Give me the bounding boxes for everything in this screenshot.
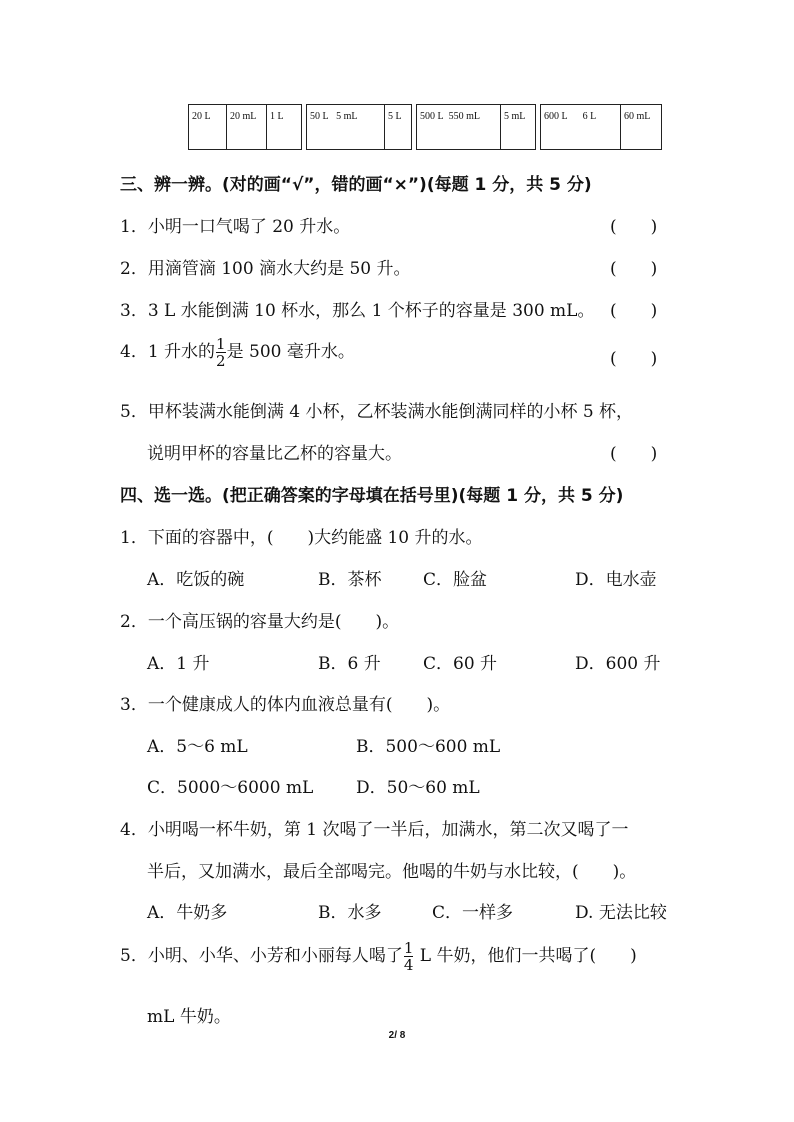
- table-cell: [541, 105, 621, 149]
- table-cell-text: 50 L: [310, 111, 329, 122]
- answer-blank[interactable]: ( ): [610, 301, 658, 321]
- table-cell-text: 6 L: [582, 111, 597, 122]
- option-b: B．茶杯: [318, 570, 382, 590]
- table-cell: 20 L: [189, 105, 227, 149]
- option-a: A．1 升: [147, 654, 210, 674]
- option-a: A．吃饭的碗: [147, 570, 245, 590]
- page-number: 2/ 8: [388, 1030, 406, 1041]
- option-d: D. 无法比较: [575, 903, 667, 923]
- answer-table-3: [416, 104, 536, 150]
- section-4-title: 四、选一选。(把正确答案的字母填在括号里)(每题 1 分，共 5 分): [120, 486, 624, 506]
- answer-blank[interactable]: ( ): [610, 259, 658, 279]
- option-b: B．6 升: [318, 654, 381, 674]
- answer-table-2: [306, 104, 412, 150]
- s3-item-1: 1．小明一口气喝了 20 升水。: [120, 217, 351, 237]
- section-3-title: 三、辨一辨。(对的画“√”，错的画“×”)(每题 1 分，共 5 分): [120, 175, 592, 195]
- fraction-denominator: 4: [403, 956, 414, 974]
- s3-item-5-line2: 说明甲杯的容量比乙杯的容量大。: [147, 444, 402, 464]
- table-cell: 60 mL: [624, 111, 651, 122]
- option-b: B．500～600 mL: [356, 737, 501, 757]
- table-cell: [307, 105, 385, 149]
- fraction-denominator: 2: [216, 352, 226, 370]
- s4-q5-stem-line2: mL 牛奶。: [147, 1007, 231, 1027]
- s3-item-3: 3．3 L 水能倒满 10 杯水，那么 1 个杯子的容量是 300 mL。: [120, 301, 595, 321]
- table-cell-text: 5 mL: [336, 111, 358, 122]
- option-c: C．5000～6000 mL: [147, 778, 314, 798]
- table-cell: [417, 105, 501, 149]
- s3-item-5: 5．甲杯装满水能倒满 4 小杯，乙杯装满水能倒满同样的小杯 5 杯，: [120, 402, 634, 422]
- option-a: A．牛奶多: [147, 903, 228, 923]
- s3-item-4: [120, 336, 355, 369]
- table-cell-text: 500 L: [420, 111, 444, 122]
- answer-blank[interactable]: ( ): [610, 444, 658, 464]
- option-a: A．5～6 mL: [147, 737, 248, 757]
- table-cell: 20 mL: [227, 105, 267, 149]
- fraction: [404, 940, 414, 973]
- table-cell: 1 L: [270, 111, 284, 122]
- s4-q4-stem: 4．小明喝一杯牛奶，第 1 次喝了一半后，加满水，第二次又喝了一: [120, 820, 629, 840]
- answer-blank[interactable]: ( ): [610, 217, 658, 237]
- option-c: C．脸盆: [423, 570, 488, 590]
- s4-q5-text-b: L 牛奶，他们一共喝了( ): [414, 946, 637, 966]
- option-c: C．60 升: [423, 654, 498, 674]
- s4-q5-stem: [120, 940, 637, 973]
- option-b: B．水多: [318, 903, 382, 923]
- option-d: D．电水壶: [575, 570, 657, 590]
- option-d: D．600 升: [575, 654, 661, 674]
- s4-q5-text-a: 5．小明、小华、小芳和小丽每人喝了: [120, 946, 403, 966]
- fraction: [216, 336, 226, 369]
- s3-item-4-text-a: 4．1 升水的: [120, 342, 216, 362]
- fraction-numerator: 1: [216, 335, 226, 353]
- table-cell-text: 600 L: [544, 111, 568, 122]
- answer-blank[interactable]: ( ): [610, 349, 658, 369]
- s3-item-2: 2．用滴管滴 100 滴水大约是 50 升。: [120, 259, 411, 279]
- s4-q1-stem: 1．下面的容器中，( )大约能盛 10 升的水。: [120, 528, 483, 548]
- option-c: C．一样多: [432, 903, 514, 923]
- table-cell-text: 550 mL: [448, 111, 480, 122]
- s4-q4-stem-line2: 半后，又加满水，最后全部喝完。他喝的牛奶与水比较，( )。: [147, 862, 637, 882]
- s3-item-4-text-b: 是 500 毫升水。: [226, 342, 355, 362]
- s4-q3-stem: 3．一个健康成人的体内血液总量有( )。: [120, 695, 451, 715]
- table-cell: 5 mL: [504, 111, 526, 122]
- table-cell: 5 L: [388, 111, 402, 122]
- option-d: D．50～60 mL: [356, 778, 480, 798]
- answer-table-1: [188, 104, 302, 150]
- s4-q2-stem: 2．一个高压锅的容量大约是( )。: [120, 612, 400, 632]
- answer-table-4: [540, 104, 662, 150]
- fraction-numerator: 1: [403, 939, 414, 957]
